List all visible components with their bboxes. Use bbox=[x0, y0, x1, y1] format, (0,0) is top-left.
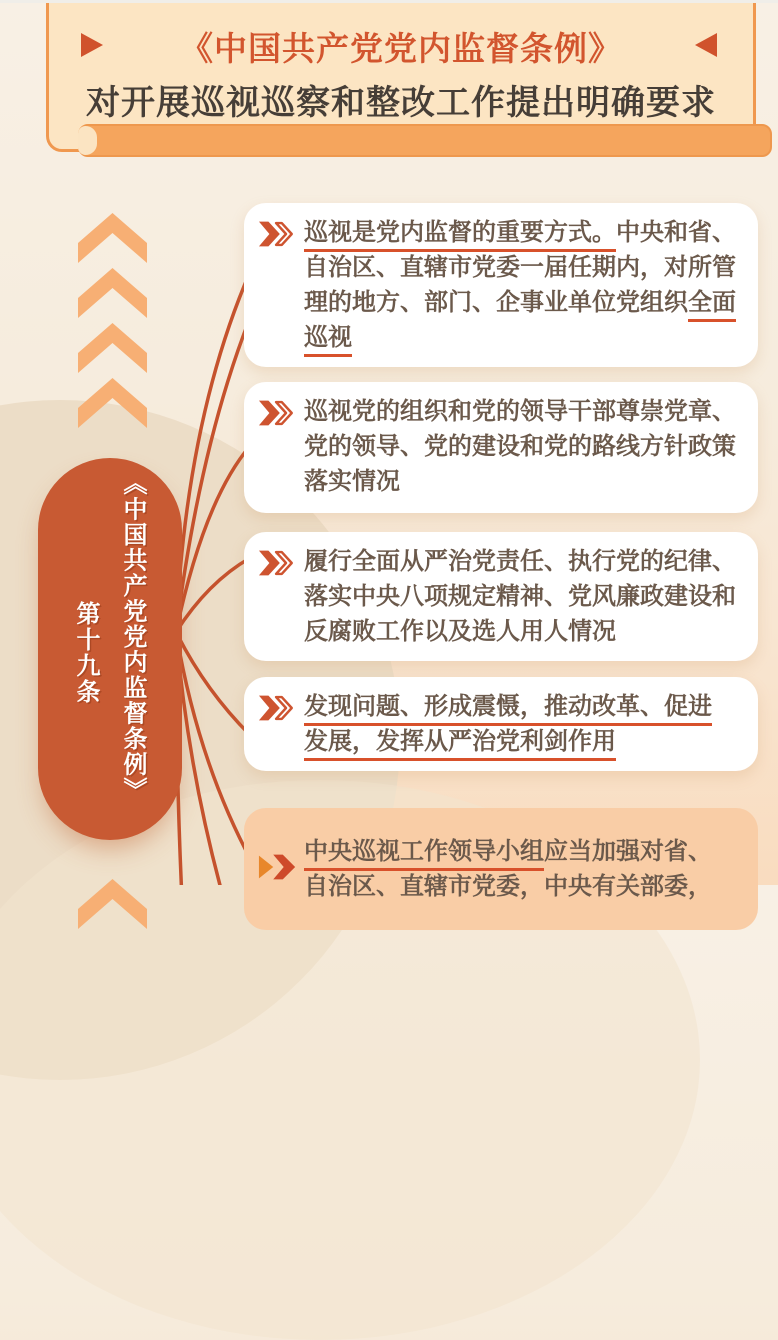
text-segment: 中央和省、 bbox=[616, 218, 736, 246]
underlined-text-segment: 巡视是党内监督的重要方式。 bbox=[304, 218, 616, 252]
underlined-text-segment: 发展，发挥从严治党利剑作用 bbox=[304, 727, 616, 761]
background-circle bbox=[0, 780, 700, 1340]
up-chevron-icon bbox=[78, 323, 147, 373]
text-segment: 党的领导、党的建设和党的路线方针政策 bbox=[304, 432, 736, 460]
underlined-text-segment: 巡视 bbox=[304, 323, 352, 357]
point-text bbox=[304, 215, 744, 355]
banner-title-law: 《中国共产党党内监督条例》 bbox=[180, 29, 622, 68]
point-card bbox=[244, 203, 758, 367]
article-pill bbox=[38, 458, 182, 840]
article-pill-text bbox=[69, 458, 151, 840]
point-card bbox=[244, 382, 758, 513]
underlined-text-segment: 发现问题、形成震慑，推动改革、促进 bbox=[304, 692, 712, 726]
pill-article-number: 第十九条 bbox=[72, 601, 100, 705]
text-segment: 应当加强对省、 bbox=[544, 837, 712, 865]
text-segment: 反腐败工作以及选人用人情况 bbox=[304, 617, 616, 645]
text-segment: 落实中央八项规定精神、党风廉政建设和 bbox=[304, 582, 736, 610]
underlined-text-segment: 中央巡视工作领导小组 bbox=[304, 837, 544, 871]
page-top-edge bbox=[0, 0, 778, 3]
text-segment: 自治区、直辖市党委，中央有关部委， bbox=[304, 872, 712, 900]
text-segment: 落实情况 bbox=[304, 467, 400, 495]
banner-title-requirement: 对开展巡视巡察和整改工作提出明确要求 bbox=[86, 83, 716, 123]
underlined-text-segment: 全面 bbox=[688, 288, 736, 322]
text-segment: 理的地方、部门、企事业单位党组织 bbox=[304, 288, 688, 316]
text-segment: 履行全面从严治党责任、执行党的纪律、 bbox=[304, 547, 736, 575]
point-text bbox=[304, 394, 744, 499]
scroll-bottom-bar bbox=[78, 124, 772, 157]
text-segment: 巡视党的组织和党的领导干部尊崇党章、 bbox=[304, 397, 736, 425]
up-chevron-icon bbox=[78, 268, 147, 318]
pill-law-title: 《中国共产党党内监督条例》 bbox=[119, 471, 147, 803]
text-segment: 自治区、直辖市党委一届任期内，对所管 bbox=[304, 253, 736, 281]
double-chevron-icon bbox=[258, 220, 304, 252]
double-chevron-icon bbox=[258, 399, 304, 431]
scroll-curl bbox=[78, 126, 97, 155]
up-chevron-icon bbox=[78, 213, 147, 263]
